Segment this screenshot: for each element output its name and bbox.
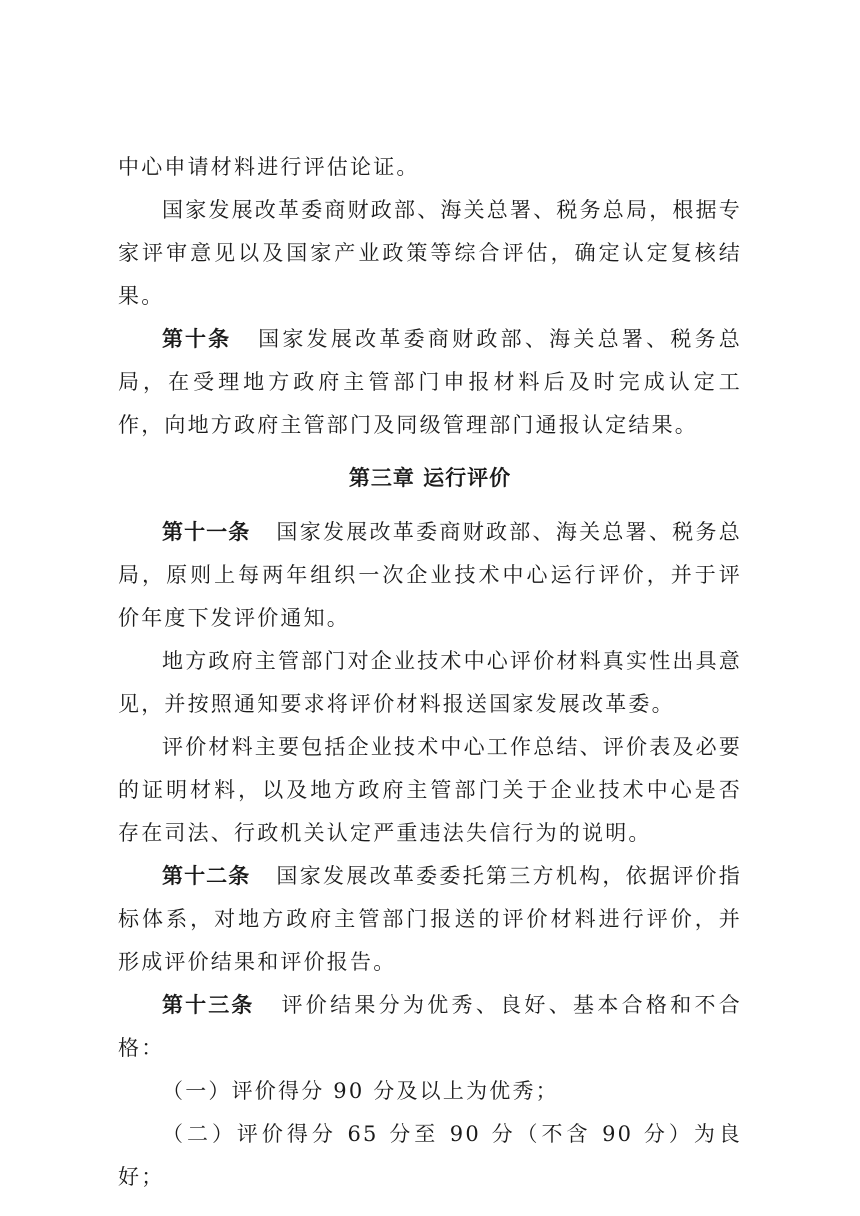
article-12-label: 第十二条: [162, 864, 251, 888]
paragraph-6: 评价材料主要包括企业技术中心工作总结、评价表及必要的证明材料，以及地方政府主管部门关于企业技术中心是否存在司法、行政机关认定严重违法失信行为的说明。: [118, 735, 742, 845]
paragraph-5: 地方政府主管部门对企业技术中心评价材料真实性出具意见，并按照通知要求将评价材料报送国家发展改革委。: [118, 649, 742, 716]
article-10-text: 国家发展改革委商财政部、海关总署、税务总局，在受理地方政府主管部门申报材料后及时完成认定工作，向地方政府主管部门及同级管理部门通报认定结果。: [118, 327, 743, 437]
item-2: （二）评价得分 65 分至 90 分（不含 90 分）为良好；: [118, 1122, 742, 1189]
article-13-label: 第十三条: [162, 993, 255, 1017]
paragraph-2: 国家发展改革委商财政部、海关总署、税务总局，根据专家评审意见以及国家产业政策等综合评估，确定认定复核结果。: [118, 198, 742, 308]
article-12-text: 国家发展改革委委托第三方机构，依据评价指标体系，对地方政府主管部门报送的评价材料进行评价，并形成评价结果和评价报告。: [118, 864, 743, 974]
article-12: [118, 855, 742, 984]
article-13-text: 评价结果分为优秀、良好、基本合格和不合格：: [118, 993, 742, 1060]
article-11-label: 第十一条: [162, 520, 251, 544]
article-10-label: 第十条: [162, 327, 232, 351]
item-1: （一）评价得分 90 分及以上为优秀；: [162, 1079, 559, 1103]
article-10: [118, 318, 742, 447]
article-13: [118, 984, 742, 1070]
chapter-title: 第三章 运行评价: [348, 466, 512, 490]
paragraph-1: 中心申请材料进行评估论证。: [118, 155, 420, 179]
article-11: [118, 511, 742, 640]
article-11-text: 国家发展改革委商财政部、海关总署、税务总局，原则上每两年组织一次企业技术中心运行评价，并于评价年度下发评价通知。: [118, 520, 743, 630]
